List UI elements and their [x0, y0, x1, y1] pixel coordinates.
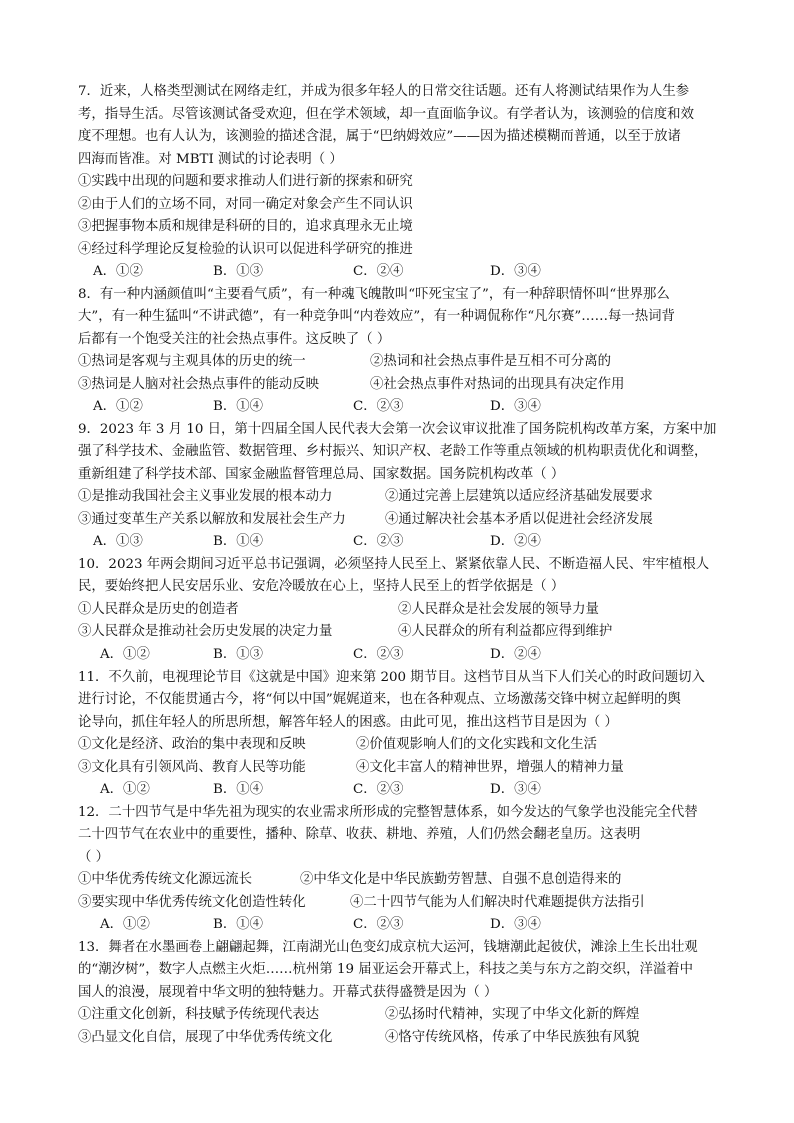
q7-stem-line-3: 度不理想。也有人认为，该测验的描述含混，属于“巴纳姆效应”——因为描述模糊而普通，以至于放诸 — [78, 129, 681, 144]
q13-option-4: ④恪守传统风格，传承了中华民族独有风貌 — [385, 1030, 640, 1045]
q9-answer-c: C．②③ — [353, 534, 404, 549]
q11-stem-line-2: 进行讨论，不仅能贯通古今，将“何以中国”娓娓道来，也在各种观点、立场激荡交锋中树立起鲜明的舆 — [78, 692, 681, 707]
q8-stem-line-3: 后都有一个饱受关注的社会热点事件。这反映了（ ） — [78, 332, 391, 347]
q7-answer-d: D．③④ — [490, 264, 541, 279]
q13-option-2: ②弘扬时代精神，实现了中华文化新的辉煌 — [385, 1007, 640, 1022]
q7-stem-line-2: 考，指导生活。尽管该测试备受欢迎，但在学术领域，却一直面临争议。有学者认为，该测验的信度和效 — [78, 107, 694, 122]
q10-option-4: ④人民群众的所有利益都应得到维护 — [398, 624, 613, 639]
q10-answer-a: A．①② — [100, 647, 150, 662]
q10-stem-line-1: 10．2023 年两会期间习近平总书记强调，必须坚持人民至上、紧紧依靠人民、不断造福人民、牢牢植根人 — [78, 557, 710, 572]
q11-answer-a: A．①② — [100, 782, 150, 797]
q7-option-1: ①实践中出现的问题和要求推动人们进行新的探索和研究 — [78, 174, 413, 189]
q10-answer-d: D．②④ — [490, 647, 541, 662]
q8-answer-a: A．①② — [93, 399, 143, 414]
q7-answer-c: C．②④ — [353, 264, 404, 279]
q13-stem-line-3: 国人的浪漫，展现着中华文明的独特魅力。开幕式获得盛赞是因为（ ） — [78, 985, 498, 1000]
q8-answer-d: D．③④ — [490, 399, 541, 414]
q8-answer-c: C．②③ — [353, 399, 404, 414]
q12-option-3: ③要实现中华优秀传统文化创造性转化 — [78, 895, 306, 910]
q11-answer-c: C．②③ — [353, 782, 404, 797]
q12-option-1: ①中华优秀传统文化源远流长 — [78, 872, 253, 887]
q7-option-2: ②由于人们的立场不同，对同一确定对象会产生不同认识 — [78, 197, 413, 212]
q10-option-1: ①人民群众是历史的创造者 — [78, 602, 239, 617]
q7-option-4: ④经过科学理论反复检验的认识可以促进科学研究的推进 — [78, 242, 413, 257]
q12-option-2: ②中华文化是中华民族勤劳智慧、自强不息创造得来的 — [300, 872, 622, 887]
q8-answer-b: B．①④ — [213, 399, 264, 414]
q9-option-2: ②通过完善上层建筑以适应经济基础发展要求 — [385, 489, 653, 504]
q12-stem-line-1: 12．二十四节气是中华先祖为现实的农业需求所形成的完整智慧体系，如今发达的气象学也没能完全代替 — [78, 805, 698, 820]
q7-answer-a: A．①② — [93, 264, 143, 279]
q10-option-3: ③人民群众是推动社会历史发展的决定力量 — [78, 624, 333, 639]
q11-stem-line-3: 论导向，抓住年轻人的所思所想，解答年轻人的困惑。由此可见，推出这档节目是因为（ ） — [78, 715, 618, 730]
q9-answer-d: D．②④ — [490, 534, 541, 549]
q8-stem-line-1: 8．有一种内涵颜值叫“主要看气质”，有一种魂飞魄散叫“吓死宝宝了”，有一种辞职情怀叫“世界那么 — [78, 287, 670, 302]
q7-answer-b: B．①③ — [213, 264, 264, 279]
q10-option-2: ②人民群众是社会发展的领导力量 — [398, 602, 599, 617]
q8-option-2: ②热词和社会热点事件是互相不可分离的 — [370, 354, 612, 369]
q13-stem-line-2: 的“潮汐树”，数字人点燃主火炬……杭州第 19 届亚运会开幕式上，科技之美与东方之韵交织，洋溢着中 — [78, 962, 694, 977]
q9-option-3: ③通过变革生产关系以解放和发展社会生产力 — [78, 512, 346, 527]
q9-stem-line-3: 重新组建了科学技术部、国家金融监督管理总局、国家数据。国务院机构改革（ ） — [78, 467, 565, 482]
q11-option-2: ②价值观影响人们的文化实践和文化生活 — [356, 737, 598, 752]
q12-option-4: ④二十四节气能为人们解决时代难题提供方法指引 — [350, 895, 645, 910]
q8-stem-line-2: 大”，有一种生猛叫“不讲武德”，有一种竞争叫“内卷效应”，有一种调侃称作“凡尔赛”……每一热词背 — [78, 309, 675, 324]
q8-option-3: ③热词是人脑对社会热点事件的能动反映 — [78, 377, 320, 392]
q7-stem-line-1: 7．近来，人格类型测试在网络走红，并成为很多年轻人的日常交往话题。还有人将测试结果作为人生参 — [78, 84, 690, 99]
q10-answer-c: C．②③ — [353, 647, 404, 662]
q12-answer-c: C．②③ — [353, 917, 404, 932]
q13-option-3: ③凸显文化自信，展现了中华优秀传统文化 — [78, 1030, 333, 1045]
q11-option-1: ①文化是经济、政治的集中表现和反映 — [78, 737, 306, 752]
q12-answer-b: B．①④ — [213, 917, 264, 932]
q9-option-4: ④通过解决社会基本矛盾以促进社会经济发展 — [385, 512, 653, 527]
q7-stem-line-4: 四海而皆准。对 MBTI 测试的讨论表明（ ） — [78, 152, 343, 167]
q9-option-1: ①是推动我国社会主义事业发展的根本动力 — [78, 489, 333, 504]
q12-stem-line-2: 二十四节气在农业中的重要性，播种、除草、收获、耕地、养殖，人们仍然会翻老皇历。这表明 — [78, 827, 641, 842]
q11-answer-d: D．③④ — [490, 782, 541, 797]
q11-stem-line-1: 11．不久前，电视理论节目《这就是中国》迎来第 200 期节目。这档节目从当下人们关心的时政问题切入 — [78, 670, 705, 685]
q11-option-4: ④文化丰富人的精神世界，增强人的精神力量 — [356, 760, 624, 775]
q12-stem-line-3: （ ） — [78, 850, 110, 865]
q11-answer-b: B．①④ — [213, 782, 264, 797]
q11-option-3: ③文化具有引领风尚、教育人民等功能 — [78, 760, 306, 775]
q9-stem-line-1: 9．2023 年 3 月 10 日，第十四届全国人民代表大会第一次会议审议批准了国务院机构改革方案，方案中加 — [78, 422, 717, 437]
q9-answer-b: B．①④ — [213, 534, 264, 549]
q8-option-1: ①热词是客观与主观具体的历史的统一 — [78, 354, 306, 369]
q7-option-3: ③把握事物本质和规律是科研的目的，追求真理永无止境 — [78, 219, 413, 234]
q12-answer-a: A．①② — [100, 917, 150, 932]
q9-answer-a: A．①③ — [93, 534, 143, 549]
q10-answer-b: B．①③ — [213, 647, 264, 662]
q13-option-1: ①注重文化创新，科技赋予传统现代表达 — [78, 1007, 320, 1022]
q12-answer-d: D．③④ — [490, 917, 541, 932]
q8-option-4: ④社会热点事件对热词的出现具有决定作用 — [370, 377, 625, 392]
q10-stem-line-2: 民，要始终把人民安居乐业、安危冷暖放在心上，坚持人民至上的哲学依据是（ ） — [78, 579, 565, 594]
q13-stem-line-1: 13．舞者在水墨画卷上翩翩起舞，江南湖光山色变幻成京杭大运河，钱塘潮此起彼伏，滩涂上生长出壮观 — [78, 940, 698, 955]
q9-stem-line-2: 强了科学技术、金融监管、数据管理、乡村振兴、知识产权、老龄工作等重点领域的机构职责优化和调整， — [78, 444, 708, 459]
